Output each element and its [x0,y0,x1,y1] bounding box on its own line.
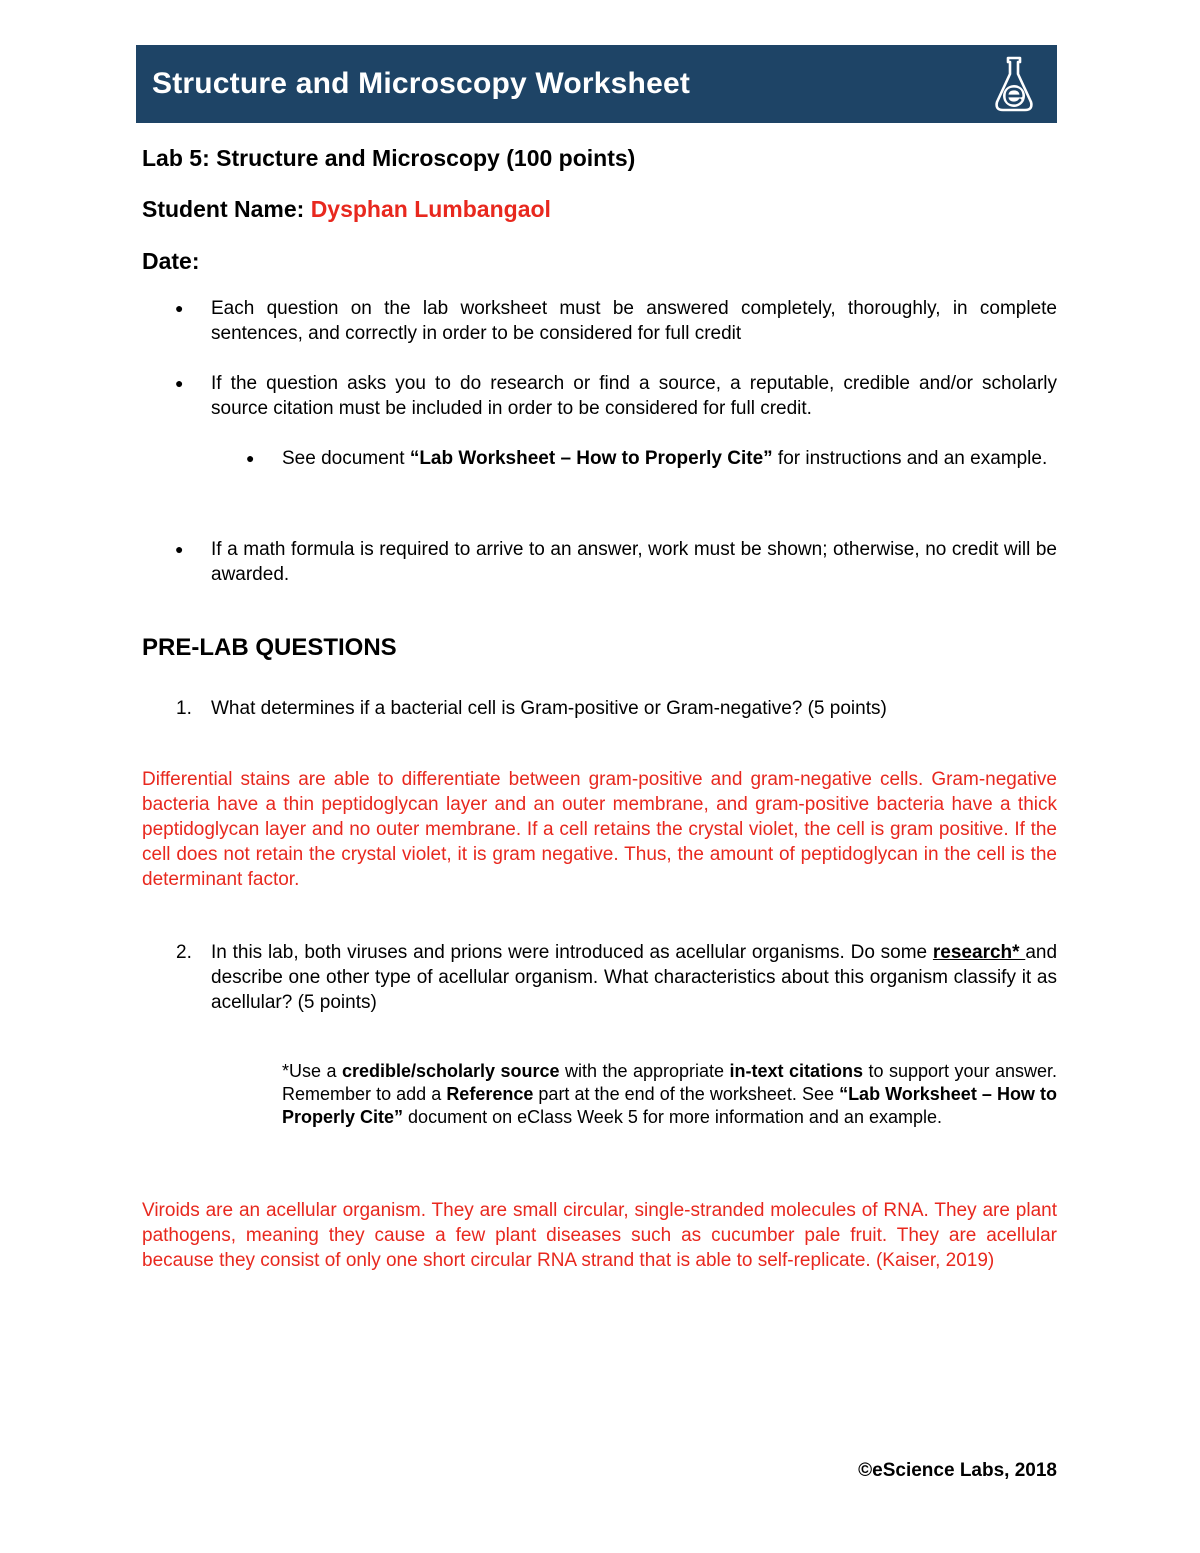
note-text: *Use a [282,1061,342,1081]
student-name-label: Student Name: [142,196,305,222]
note-bold: Reference [446,1084,534,1104]
answer-2: Viroids are an acellular organism. They are small circular, single-stranded molecules of RNA. They are plant pathogens, meaning they cause a few plant diseases such as cucumber pale fruit. They are acellular because they consist of only one short circular RNA strand that is able to self-replicate. (Kaiser, 2019) [142,1200,1057,1271]
bullet-icon: ● [175,300,184,316]
question-2-number: 2. [176,942,192,963]
answer-1: Differential stains are able to differentiate between gram-positive and gram-negative cells. Gram-negative bacteria have a thin peptidoglycan layer and an outer membrane, and gram-positive bacteria have a thick peptidoglycan layer and no outer membrane. If a cell retains the crystal violet, the cell is gram positive. If the cell does not retain the crystal violet, it is gram negative. Thus, the amount of peptidoglycan in the cell is the determinant factor. [142,769,1057,890]
note-bold: “Lab Worksheet – How to Properly Cite” [282,1084,1057,1127]
note-text: document on eClass Week 5 for more information and an example. [403,1107,942,1127]
instruction-3-post: for instructions and an example. [772,448,1048,469]
research-link[interactable]: research* [932,942,1026,963]
question-2-text [211,940,1057,1015]
date-label: Date: [142,248,200,274]
instruction-3-pre: See document [282,448,410,469]
instruction-3 [282,446,1057,471]
section-title: PRE-LAB QUESTIONS [142,634,397,661]
question-1-text: What determines if a bacterial cell is Gram-positive or Gram-negative? (5 points) [211,698,887,719]
lab-title: Lab 5: Structure and Microscopy (100 points) [142,145,636,171]
note-text: part at the end of the worksheet. See [533,1084,840,1104]
footer-copyright: ©eScience Labs, 2018 [858,1460,1057,1481]
note-text: with the appropriate [559,1061,730,1081]
instruction-2: If the question asks you to do research or find a source, a reputable, credible and/or scholarly source citation must be included in order to be considered for full credit. [211,373,1057,419]
citation-note [282,1060,1057,1129]
note-text: to support your answer. Remember to add a [282,1061,1057,1104]
note-bold: in-text citations [729,1061,864,1081]
note-bold: credible/scholarly source [341,1061,560,1081]
header-banner [136,45,1057,123]
instruction-3-doc: “Lab Worksheet – How to Properly Cite” [409,448,773,469]
header-title: Structure and Microscopy Worksheet [152,67,691,100]
flask-e-logo-icon [991,54,1037,114]
student-name-value: Dysphan Lumbangaol [310,196,551,222]
bullet-icon: ● [246,450,255,466]
question-2-pre: In this lab, both viruses and prions were introduced as acellular organisms. Do some [211,942,933,963]
bullet-icon: ● [175,541,184,557]
bullet-icon: ● [175,375,184,391]
question-2-post: and describe one other type of acellular organism. What characteristics about this organism classify it as acellular? (5 points) [211,942,1058,1013]
instruction-1: Each question on the lab worksheet must be answered completely, thoroughly, in complete sentences, and correctly in order to be considered for full credit [211,298,1057,344]
student-name-line [142,196,551,223]
instruction-4: If a math formula is required to arrive to an answer, work must be shown; otherwise, no credit will be awarded. [211,539,1057,585]
question-1-number: 1. [176,698,192,719]
